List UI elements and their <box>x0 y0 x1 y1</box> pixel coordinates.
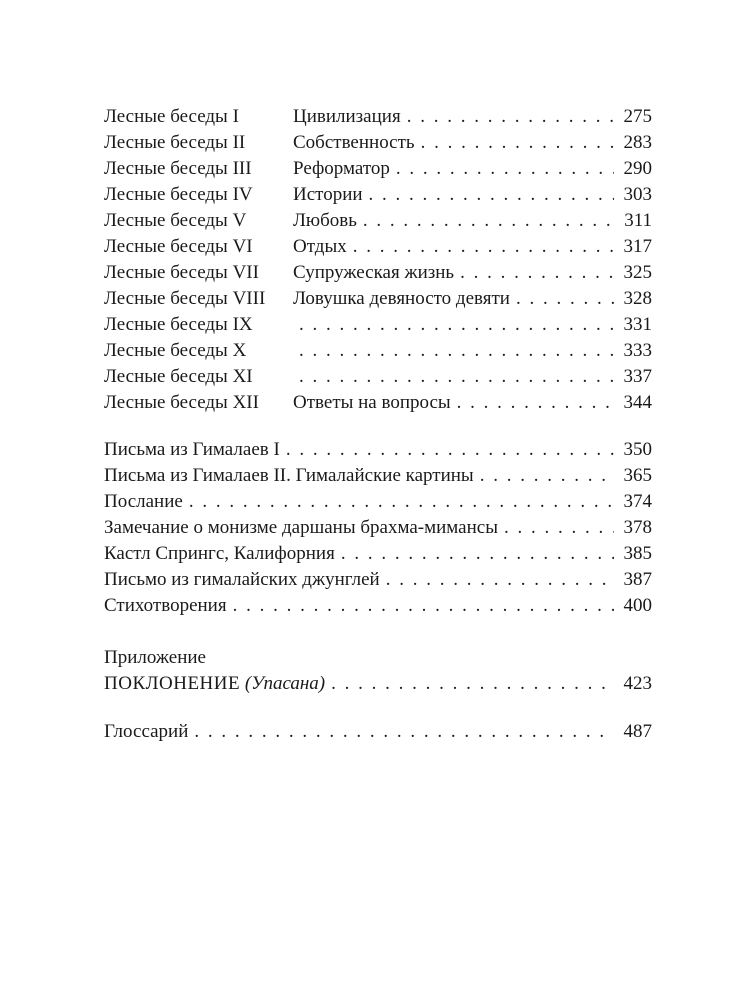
leader-dots <box>363 208 614 234</box>
toc-entry-page: 331 <box>623 314 652 335</box>
toc-entry[interactable] <box>104 541 652 567</box>
toc-entry-page: 423 <box>623 673 652 694</box>
toc-entry-page: 317 <box>623 236 652 257</box>
leader-dots <box>504 515 614 541</box>
leader-dots <box>331 671 614 697</box>
toc-entry-page: 400 <box>623 595 652 616</box>
leader-dots <box>299 364 614 390</box>
toc-entry-title: Письма из Гималаев I <box>104 439 280 460</box>
toc-entry-page: 344 <box>623 392 652 413</box>
toc-entry[interactable] <box>104 234 652 260</box>
appendix-label: Приложение <box>104 647 206 668</box>
toc-entry-title: Замечание о монизме даршаны брахма-мимансы <box>104 517 498 538</box>
leader-dots <box>407 104 614 130</box>
toc-entry-label: Лесные беседы I <box>104 106 239 127</box>
toc-entry-page: 385 <box>623 543 652 564</box>
leader-dots <box>341 541 614 567</box>
toc-entry-page: 328 <box>623 288 652 309</box>
leader-dots <box>286 437 614 463</box>
toc-entry-label: Лесные беседы XI <box>104 366 253 387</box>
leader-dots <box>189 489 614 515</box>
toc-entry[interactable] <box>104 338 652 364</box>
leader-dots <box>480 463 614 489</box>
toc-entry[interactable] <box>104 515 652 541</box>
toc-entry-label: Лесные беседы XII <box>104 392 259 413</box>
toc-entry-page: 303 <box>623 184 652 205</box>
leader-dots <box>386 567 614 593</box>
toc-entry-title: Послание <box>104 491 183 512</box>
toc-entry[interactable] <box>104 312 652 338</box>
toc-entry[interactable] <box>104 104 652 130</box>
toc-entry[interactable] <box>104 286 652 312</box>
toc-entry[interactable] <box>104 208 652 234</box>
toc-entry-page: 365 <box>623 465 652 486</box>
toc-entry[interactable] <box>104 567 652 593</box>
leader-dots <box>299 338 614 364</box>
appendix-title: ПОКЛОНЕНИЕ <box>104 673 241 694</box>
toc-entry-page: 387 <box>623 569 652 590</box>
toc-entry[interactable] <box>104 156 652 182</box>
toc-entry-label: Лесные беседы IV <box>104 184 253 205</box>
toc-entry[interactable] <box>104 489 652 515</box>
toc-entry-title: Супружеская жизнь <box>293 262 455 283</box>
leader-dots <box>194 719 614 745</box>
toc-entry-title: Отдых <box>293 236 347 257</box>
toc-entry-page: 337 <box>623 366 652 387</box>
leader-dots <box>516 286 614 312</box>
toc-entry-title: Любовь <box>293 210 357 231</box>
appendix-subtitle: (Упасана) <box>244 673 326 694</box>
toc-entry-label: Лесные беседы V <box>104 210 247 231</box>
appendix-section <box>104 645 652 697</box>
leader-dots <box>460 260 614 286</box>
toc-entry[interactable] <box>104 671 652 697</box>
toc-entry-page: 311 <box>624 210 652 231</box>
table-of-contents <box>104 104 652 745</box>
toc-entry-title: Собственность <box>293 132 415 153</box>
toc-entry-title: Письма из Гималаев II. Гималайские картины <box>104 465 474 486</box>
toc-entry-page: 325 <box>623 262 652 283</box>
toc-entry-page: 283 <box>623 132 652 153</box>
toc-entry-page: 378 <box>623 517 652 538</box>
glossary-section <box>104 719 652 745</box>
toc-entry-page: 275 <box>623 106 652 127</box>
toc-entry-label: Лесные беседы VI <box>104 236 253 257</box>
toc-entry-title: Реформатор <box>293 158 390 179</box>
toc-entry[interactable] <box>104 182 652 208</box>
toc-entry-page: 333 <box>623 340 652 361</box>
toc-entry-page: 487 <box>623 721 652 742</box>
toc-entry-title: Глоссарий <box>104 721 189 742</box>
toc-entry[interactable] <box>104 364 652 390</box>
toc-entry-title: Кастл Спрингс, Калифорния <box>104 543 335 564</box>
leader-dots <box>369 182 614 208</box>
toc-entry[interactable] <box>104 437 652 463</box>
toc-entry-page: 290 <box>623 158 652 179</box>
toc-entry-page: 374 <box>623 491 652 512</box>
toc-entry-title: Ответы на вопросы <box>293 392 451 413</box>
toc-entry[interactable] <box>104 719 652 745</box>
leader-dots <box>421 130 614 156</box>
letters-section <box>104 437 652 619</box>
toc-entry-label: Лесные беседы X <box>104 340 247 361</box>
toc-entry-title: Стихотворения <box>104 595 227 616</box>
toc-entry-title: Письмо из гималайских джунглей <box>104 569 380 590</box>
leader-dots <box>353 234 614 260</box>
toc-entry[interactable] <box>104 130 652 156</box>
toc-entry[interactable] <box>104 260 652 286</box>
leader-dots <box>457 390 614 416</box>
toc-entry-title: Истории <box>293 184 363 205</box>
toc-entry[interactable] <box>104 463 652 489</box>
toc-entry[interactable] <box>104 390 652 416</box>
toc-entry-label: Лесные беседы IX <box>104 314 253 335</box>
toc-entry-page: 350 <box>623 439 652 460</box>
leader-dots <box>299 312 614 338</box>
toc-entry-label: Лесные беседы VIII <box>104 288 266 309</box>
toc-entry-label: Лесные беседы III <box>104 158 252 179</box>
leader-dots <box>233 593 614 619</box>
toc-entry-label: Лесные беседы VII <box>104 262 259 283</box>
toc-entry[interactable] <box>104 593 652 619</box>
toc-entry-label: Лесные беседы II <box>104 132 246 153</box>
toc-entry-title: Цивилизация <box>293 106 401 127</box>
toc-entry-title <box>104 671 325 697</box>
toc-entry-title: Ловушка девяносто девяти <box>293 288 510 309</box>
forest-talks-section <box>104 104 652 416</box>
leader-dots <box>396 156 614 182</box>
